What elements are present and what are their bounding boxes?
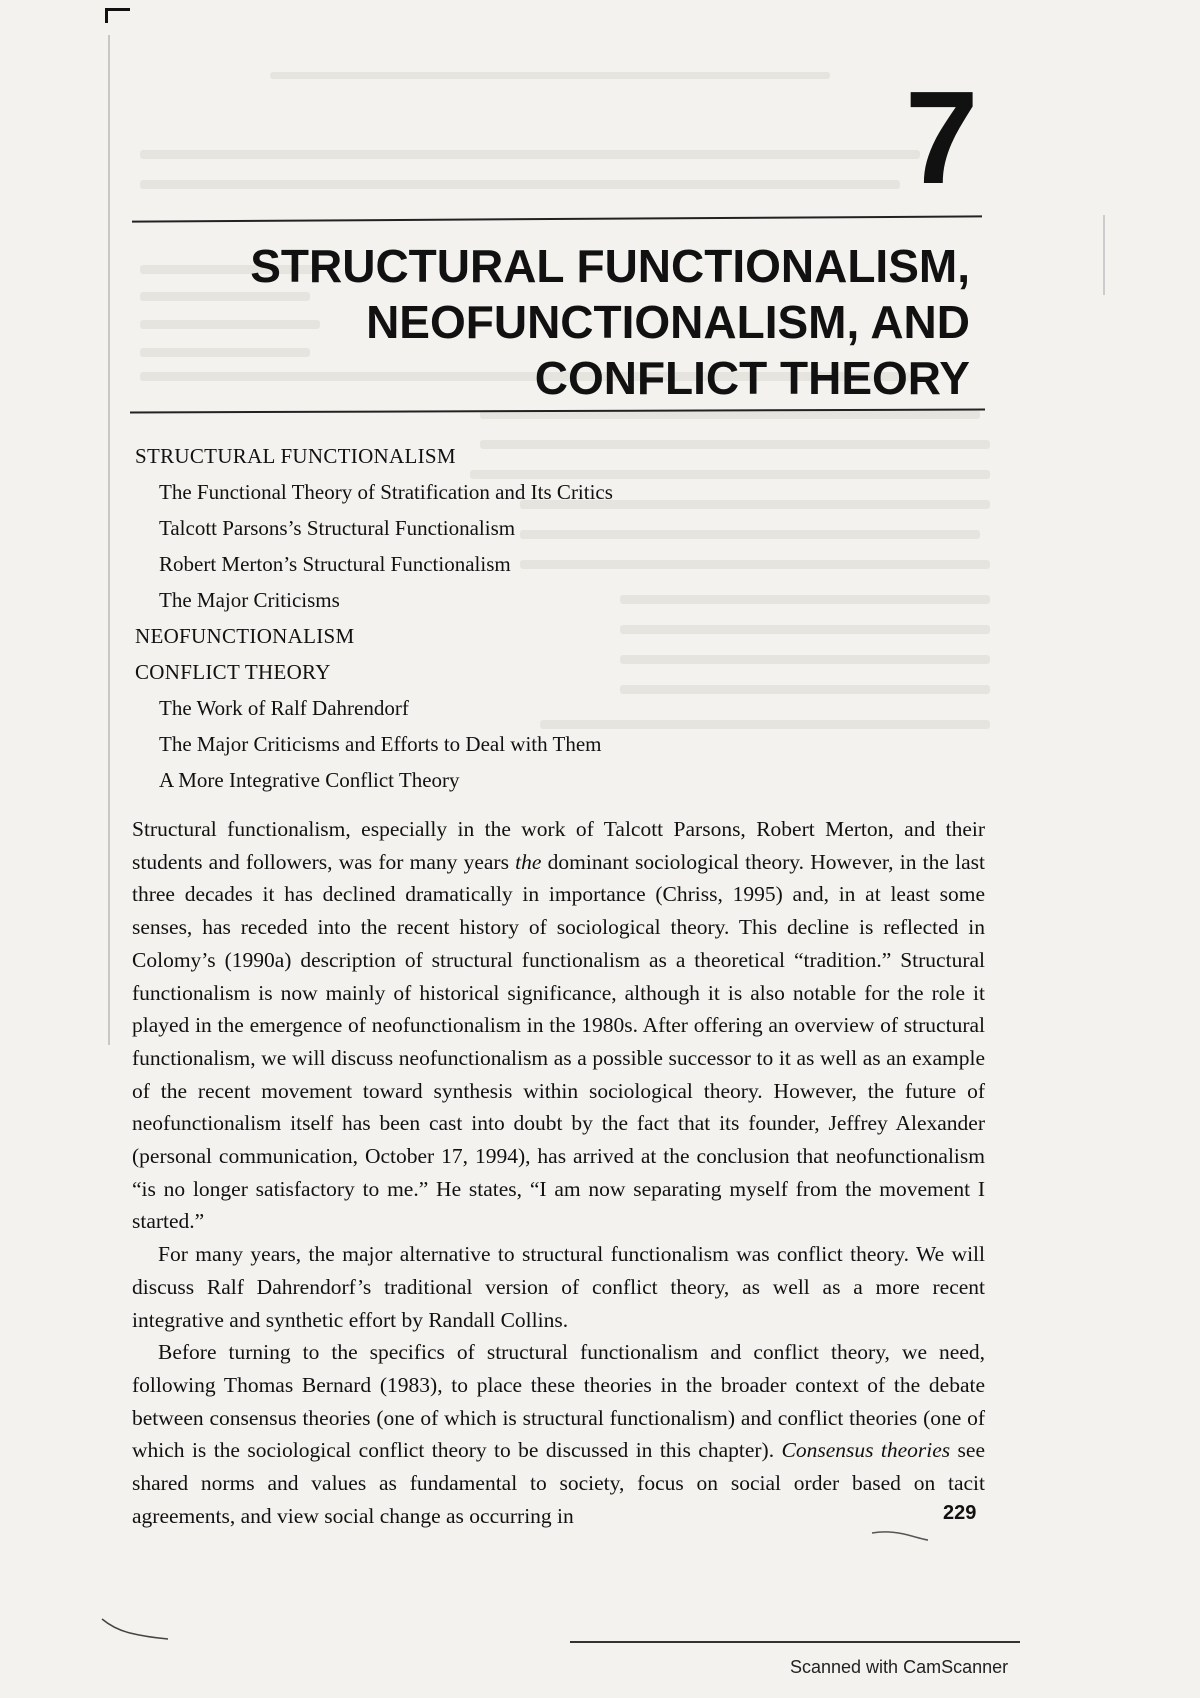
- title-line: NEOFUNCTIONALISM, AND: [366, 296, 970, 348]
- outline-heading: NEOFUNCTIONALISM: [135, 624, 355, 648]
- binding-shadow: [108, 35, 110, 1045]
- outline-subheading: A More Integrative Conflict Theory: [159, 768, 460, 792]
- outline-subheading: The Work of Ralf Dahrendorf: [159, 696, 409, 720]
- body-text: [132, 813, 985, 1532]
- footer-rule: [570, 1641, 1020, 1643]
- title-rule-top: [132, 215, 982, 222]
- title-line: STRUCTURAL FUNCTIONALISM,: [250, 240, 970, 292]
- page-number: 229: [943, 1502, 977, 1524]
- chapter-title: [250, 238, 970, 406]
- crop-mark: [105, 8, 130, 23]
- title-line: CONFLICT THEORY: [534, 352, 970, 404]
- paragraph: Structural functionalism, especially in the work of Talcott Parsons, Robert Merton, and their students and followers, was for many years the dominant sociological theory. However, in the last three decades it has declined dramatically in importance (Chriss, 1995) and, in at least some senses, has receded into the recent history of sociological theory. This decline is reflected in Colomy’s (1990a) description of structural functionalism as a theoretical “tradition.” Structural functionalism is now mainly of historical significance, although it is also notable for the role it played in the emergence of neofunctionalism in the 1980s. After offering an overview of structural functionalism, we will discuss neofunctionalism as a possible successor to it as well as an example of the recent movement toward synthesis within sociological theory. However, the future of neofunctionalism itself has been cast into doubt by the fact that its founder, Jeffrey Alexander (personal communication, October 17, 1994), has arrived at the conclusion that neofunctionalism “is no longer satisfactory to me.” He states, “I am now separating myself from the movement I started.”: [132, 817, 985, 1234]
- paragraph: Before turning to the specifics of structural functionalism and conflict theory, we need, following Thomas Bernard (1983), to place these theories in the broader context of the debate between consensus theories (one of which is structural functionalism) and conflict theories (one of which is the sociological conflict theory to be discussed in this chapter). Consensus theories see shared norms and values as fundamental to society, focus on social order based on tacit agreements, and view social change as occurring in: [132, 1340, 986, 1528]
- chapter-number: 7: [905, 64, 979, 211]
- outline-heading: STRUCTURAL FUNCTIONALISM: [135, 444, 456, 468]
- outline-subheading: The Major Criticisms and Efforts to Deal with Them: [159, 732, 602, 756]
- pen-mark: [870, 1528, 930, 1542]
- emphasis: the: [515, 849, 542, 874]
- pen-mark: [100, 1617, 170, 1641]
- chapter-outline: [135, 438, 795, 798]
- outline-subheading: The Major Criticisms: [159, 588, 340, 612]
- outline-subheading: Robert Merton’s Structural Functionalism: [159, 552, 511, 576]
- edge-mark: [1103, 215, 1105, 295]
- emphasis: Consensus theories: [781, 1438, 951, 1463]
- paragraph: For many years, the major alternative to structural functionalism was conflict theory. We will discuss Ralf Dahrendorf’s traditional version of conflict theory, as well as a more recent integrative and synthetic effort by Randall Collins.: [132, 1242, 985, 1332]
- outline-heading: CONFLICT THEORY: [135, 660, 331, 684]
- outline-subheading: The Functional Theory of Stratification and Its Critics: [159, 480, 613, 504]
- outline-subheading: Talcott Parsons’s Structural Functionalism: [159, 516, 516, 540]
- scanner-watermark: Scanned with CamScanner: [790, 1657, 1009, 1677]
